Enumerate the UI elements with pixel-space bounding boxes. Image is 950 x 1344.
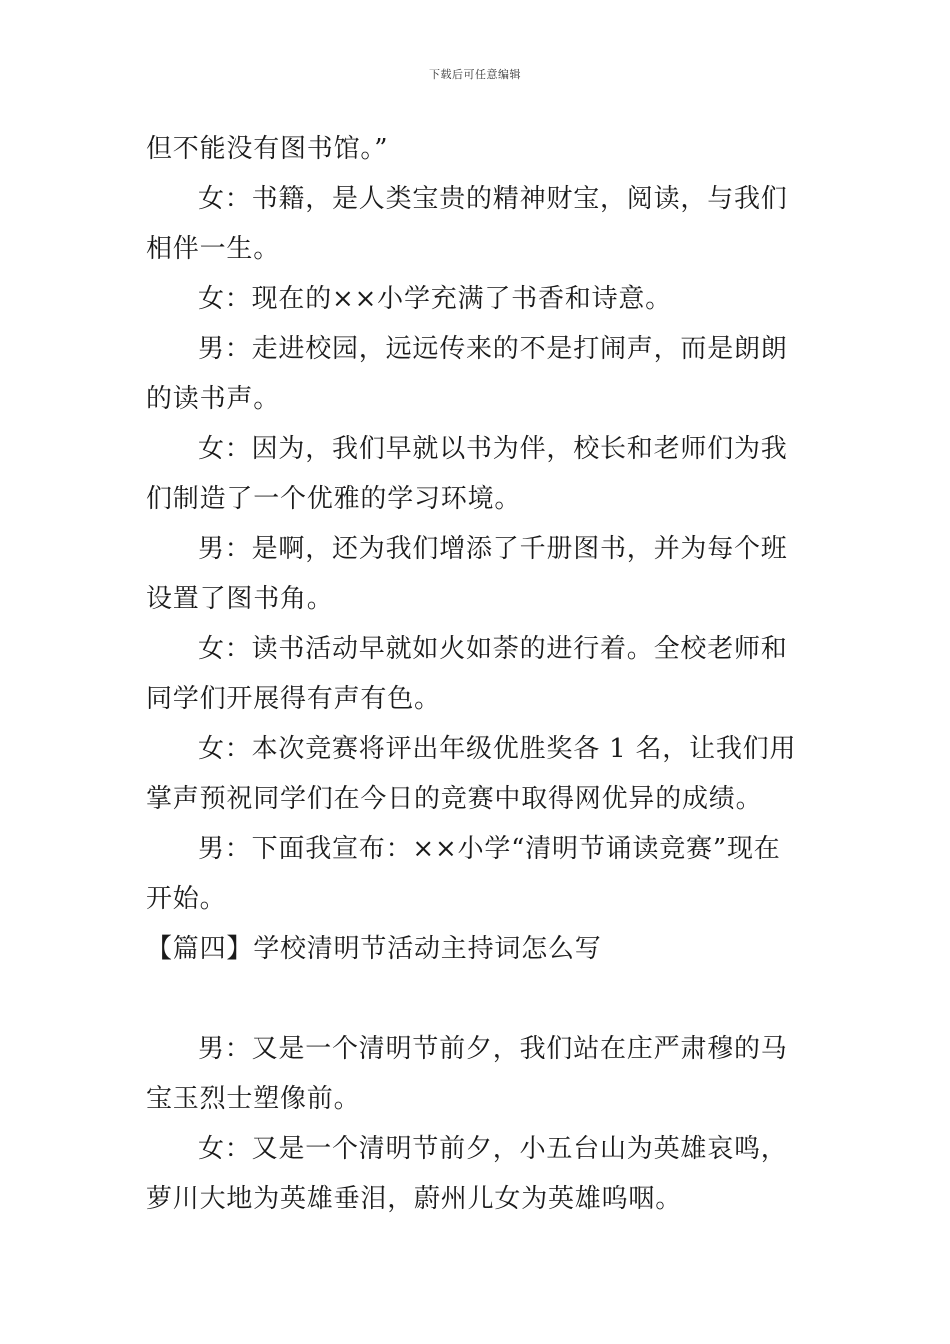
paragraph: 男：是啊，还为我们增添了千册图书，并为每个班设置了图书角。: [146, 534, 788, 614]
paragraph: 女：书籍，是人类宝贵的精神财宝，阅读，与我们相伴一生。: [146, 184, 788, 264]
paragraph: 女：因为，我们早就以书为伴，校长和老师们为我们制造了一个优雅的学习环境。: [146, 434, 788, 514]
section-title: 【篇四】学校清明节活动主持词怎么写: [146, 934, 602, 964]
paragraph: 但不能没有图书馆。”: [146, 134, 389, 164]
paragraph: 男：走进校园，远远传来的不是打闹声，而是朗朗的读书声。: [146, 334, 788, 414]
paragraph: 女：现在的××小学充满了书香和诗意。: [198, 284, 672, 314]
paragraph: 男：下面我宣布：××小学“清明节诵读竞赛”现在开始。: [146, 834, 781, 914]
paragraph: 女：本次竞赛将评出年级优胜奖各 1 名，让我们用掌声预祝同学们在今日的竞赛中取得网优异的成绩。: [146, 734, 797, 814]
paragraph: 女：又是一个清明节前夕，小五台山为英雄哀鸣，萝川大地为英雄垂泪，蔚州儿女为英雄呜咽。: [146, 1134, 788, 1214]
blank-line: [146, 974, 806, 1024]
paragraph: 女：读书活动早就如火如荼的进行着。全校老师和同学们开展得有声有色。: [146, 634, 788, 714]
document-body: [146, 124, 806, 1224]
paragraph: 男：又是一个清明节前夕，我们站在庄严肃穆的马宝玉烈士塑像前。: [146, 1034, 788, 1114]
page-header: 下载后可任意编辑: [429, 68, 521, 81]
